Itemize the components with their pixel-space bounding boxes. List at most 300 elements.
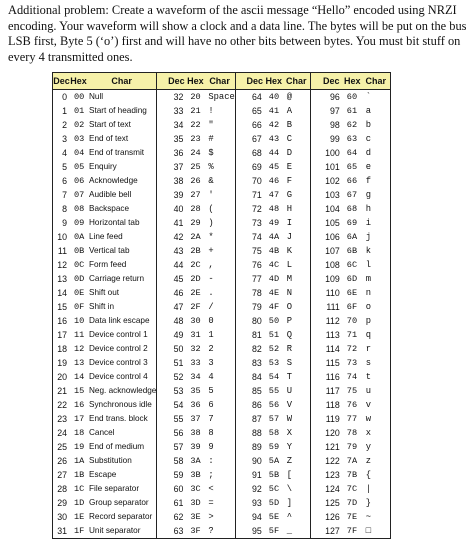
cell-hex: 3F — [190, 526, 201, 536]
cell-char: q — [365, 330, 372, 340]
cell-dec: 84 — [251, 372, 262, 382]
group-gap — [310, 370, 320, 384]
group-gap — [157, 160, 167, 174]
cell-hex: 22 — [190, 120, 201, 130]
cell-dec: 110 — [325, 288, 340, 298]
cell-char: O — [286, 302, 293, 312]
cell-char: % — [208, 162, 214, 172]
group-gap — [235, 132, 245, 146]
group-gap — [235, 286, 245, 300]
cell-hex: 10 — [74, 316, 85, 326]
cell-char: K — [286, 246, 293, 256]
cell-hex: 4B — [268, 246, 280, 256]
cell-char: Unit separator — [89, 526, 141, 535]
cell-char: " — [208, 120, 214, 130]
group-gap — [310, 132, 320, 146]
cell-dec: 103 — [325, 190, 340, 200]
cell-hex: 59 — [268, 442, 280, 452]
cell-hex: 32 — [190, 344, 201, 354]
cell-hex: 3C — [190, 484, 201, 494]
cell-dec: 13 — [57, 274, 67, 284]
cell-dec: 27 — [57, 470, 67, 480]
cell-char: End trans. block — [89, 414, 148, 423]
cell-hex: 0C — [74, 260, 85, 270]
group-gap — [157, 328, 167, 342]
group-gap — [310, 384, 320, 398]
cell-hex: 27 — [190, 190, 201, 200]
cell-hex: 13 — [74, 358, 85, 368]
group-gap — [157, 230, 167, 244]
group-gap — [157, 174, 167, 188]
cell-char: @ — [286, 92, 293, 102]
group-gap — [235, 496, 245, 510]
cell-dec: 66 — [251, 120, 262, 130]
cell-hex: 3B — [190, 470, 201, 480]
cell-dec: 124 — [325, 484, 340, 494]
cell-char: End of transmit — [89, 148, 145, 157]
cell-hex: 71 — [346, 330, 358, 340]
group-gap — [310, 258, 320, 272]
cell-dec: 5 — [62, 162, 67, 172]
cell-char: h — [365, 204, 372, 214]
group-gap — [310, 300, 320, 314]
header-char-1: Char — [87, 73, 157, 90]
cell-dec: 29 — [57, 498, 67, 508]
cell-hex: 7C — [346, 484, 358, 494]
table-row — [53, 440, 391, 454]
cell-char: ? — [208, 526, 214, 536]
cell-dec: 62 — [173, 512, 184, 522]
cell-char: S — [286, 358, 293, 368]
cell-dec: 111 — [326, 302, 340, 312]
cell-char: t — [365, 372, 372, 382]
cell-hex: 56 — [268, 400, 280, 410]
table-row — [53, 160, 391, 174]
cell-dec: 100 — [325, 148, 340, 158]
table-row — [53, 174, 391, 188]
cell-hex: 30 — [190, 316, 201, 326]
group-gap — [157, 258, 167, 272]
header-hex-2: Hex — [186, 73, 204, 90]
cell-char: $ — [208, 148, 214, 158]
header-hex-1: Hex — [70, 73, 87, 90]
cell-hex: 47 — [268, 190, 280, 200]
group-gap — [235, 510, 245, 524]
cell-hex: 3E — [190, 512, 201, 522]
problem-statement: Additional problem: Create a waveform of the ascii message “Hello” encoded using NRZI encoding. Your waveform will show a clock and a data line. The bytes will be put on the bus LSB first, Byte 5 (‘o’) first and will have no other bits between bytes. You must bit stuff on every 4 transmitted ones. — [8, 3, 467, 64]
group-gap — [157, 272, 167, 286]
header-dec-3: Dec — [245, 73, 265, 90]
cell-dec: 56 — [173, 428, 184, 438]
group-gap — [310, 524, 320, 539]
cell-dec: 95 — [251, 526, 262, 536]
group-gap — [157, 468, 167, 482]
cell-dec: 30 — [57, 512, 67, 522]
cell-char: Device control 3 — [89, 358, 148, 367]
cell-char: s — [365, 358, 372, 368]
cell-char: { — [365, 470, 372, 480]
cell-dec: 34 — [173, 120, 184, 130]
cell-hex: 07 — [74, 190, 85, 200]
cell-dec: 90 — [251, 456, 262, 466]
cell-dec: 108 — [325, 260, 340, 270]
cell-char: Synchronous idle — [89, 400, 152, 409]
group-gap — [235, 244, 245, 258]
cell-dec: 60 — [173, 484, 184, 494]
cell-char: [ — [286, 470, 293, 480]
ascii-table — [52, 72, 391, 539]
cell-dec: 47 — [173, 302, 184, 312]
cell-dec: 48 — [173, 316, 184, 326]
group-gap — [235, 454, 245, 468]
cell-dec: 53 — [173, 386, 184, 396]
cell-char: _ — [286, 526, 293, 536]
cell-dec: 76 — [251, 260, 262, 270]
cell-char: < — [208, 484, 214, 494]
cell-dec: 46 — [173, 288, 184, 298]
cell-hex: 01 — [74, 106, 85, 116]
cell-dec: 64 — [251, 92, 262, 102]
table-row — [53, 398, 391, 412]
cell-char: J — [286, 232, 293, 242]
group-gap — [310, 510, 320, 524]
cell-dec: 118 — [325, 400, 340, 410]
group-gap — [310, 90, 320, 105]
cell-char: R — [286, 344, 293, 354]
cell-hex: 6A — [346, 232, 358, 242]
cell-char: Carriage return — [89, 274, 145, 283]
group-gap — [157, 146, 167, 160]
cell-hex: 63 — [346, 134, 358, 144]
cell-dec: 6 — [62, 176, 67, 186]
cell-char: 3 — [208, 358, 214, 368]
cell-dec: 121 — [325, 442, 340, 452]
cell-char: r — [365, 344, 372, 354]
cell-dec: 72 — [251, 204, 262, 214]
cell-char: File separator — [89, 484, 140, 493]
group-gap — [235, 524, 245, 539]
cell-dec: 32 — [173, 92, 184, 102]
cell-hex: 5D — [268, 498, 280, 508]
cell-dec: 79 — [251, 302, 262, 312]
cell-char: V — [286, 400, 293, 410]
table-row — [53, 356, 391, 370]
cell-hex: 4C — [268, 260, 280, 270]
cell-hex: 77 — [346, 414, 358, 424]
cell-dec: 44 — [173, 260, 184, 270]
cell-char: U — [286, 386, 293, 396]
cell-hex: 50 — [268, 316, 280, 326]
cell-char: c — [365, 134, 372, 144]
group-gap — [310, 412, 320, 426]
cell-dec: 75 — [251, 246, 262, 256]
cell-dec: 3 — [62, 134, 67, 144]
group-gap — [235, 314, 245, 328]
group-gap — [235, 426, 245, 440]
cell-hex: 04 — [74, 148, 85, 158]
cell-char: & — [208, 176, 214, 186]
cell-char: b — [365, 120, 372, 130]
group-gap — [157, 202, 167, 216]
cell-char: B — [286, 120, 293, 130]
table-row — [53, 524, 391, 539]
group-gap — [235, 160, 245, 174]
cell-dec: 78 — [251, 288, 262, 298]
cell-char: Y — [286, 442, 293, 452]
cell-hex: 67 — [346, 190, 358, 200]
cell-dec: 125 — [325, 498, 340, 508]
cell-char: Escape — [89, 470, 117, 479]
cell-hex: 4A — [268, 232, 280, 242]
cell-dec: 14 — [57, 288, 67, 298]
group-gap — [310, 146, 320, 160]
cell-hex: 52 — [268, 344, 280, 354]
cell-hex: 1A — [74, 456, 85, 466]
group-gap — [310, 426, 320, 440]
cell-hex: 66 — [346, 176, 358, 186]
cell-dec: 9 — [62, 218, 67, 228]
cell-hex: 58 — [268, 428, 280, 438]
cell-hex: 38 — [190, 428, 201, 438]
cell-char: 5 — [208, 386, 214, 396]
cell-hex: 05 — [74, 162, 85, 172]
cell-char: # — [208, 134, 214, 144]
cell-char: - — [208, 274, 214, 284]
ascii-table-body — [53, 90, 391, 539]
cell-hex: 75 — [346, 386, 358, 396]
cell-dec: 8 — [62, 204, 67, 214]
cell-hex: 33 — [190, 358, 201, 368]
group-gap — [157, 342, 167, 356]
group-gap — [157, 440, 167, 454]
cell-hex: 17 — [74, 414, 85, 424]
cell-hex: 54 — [268, 372, 280, 382]
cell-hex: 25 — [190, 162, 201, 172]
cell-hex: 4D — [268, 274, 280, 284]
cell-hex: 23 — [190, 134, 201, 144]
cell-char: W — [286, 414, 293, 424]
header-dec-1: Dec — [53, 73, 71, 90]
cell-dec: 36 — [173, 148, 184, 158]
group-gap — [235, 118, 245, 132]
cell-dec: 70 — [251, 176, 262, 186]
cell-dec: 77 — [251, 274, 262, 284]
cell-char: ) — [208, 218, 214, 228]
cell-char: 8 — [208, 428, 214, 438]
cell-dec: 51 — [173, 358, 184, 368]
cell-char: □ — [365, 526, 372, 536]
cell-hex: 61 — [346, 106, 358, 116]
cell-hex: 37 — [190, 414, 201, 424]
cell-dec: 49 — [173, 330, 184, 340]
cell-hex: 0F — [74, 302, 85, 312]
cell-hex: 44 — [268, 148, 280, 158]
cell-dec: 81 — [251, 330, 262, 340]
cell-char: , — [208, 260, 214, 270]
cell-char: M — [286, 274, 293, 284]
cell-dec: 43 — [173, 246, 184, 256]
cell-hex: 5A — [268, 456, 280, 466]
cell-char: Start of text — [89, 120, 131, 129]
table-row — [53, 426, 391, 440]
group-gap — [310, 73, 320, 90]
cell-dec: 40 — [173, 204, 184, 214]
cell-dec: 4 — [62, 148, 67, 158]
cell-hex: 6F — [346, 302, 358, 312]
table-row — [53, 286, 391, 300]
cell-char: m — [365, 274, 372, 284]
table-row — [53, 342, 391, 356]
cell-hex: 35 — [190, 386, 201, 396]
group-gap — [310, 342, 320, 356]
group-gap — [235, 370, 245, 384]
cell-dec: 119 — [325, 414, 340, 424]
cell-char: Line feed — [89, 232, 123, 241]
cell-char: Horizontal tab — [89, 218, 140, 227]
group-gap — [235, 356, 245, 370]
group-gap — [310, 482, 320, 496]
cell-hex: 73 — [346, 358, 358, 368]
cell-hex: 62 — [346, 120, 358, 130]
cell-char: 6 — [208, 400, 214, 410]
group-gap — [310, 440, 320, 454]
cell-hex: 60 — [346, 92, 358, 102]
cell-char: Data link escape — [89, 316, 150, 325]
cell-hex: 7E — [346, 512, 358, 522]
group-gap — [310, 160, 320, 174]
cell-char: Record separator — [89, 512, 153, 521]
group-gap — [235, 188, 245, 202]
cell-hex: 2D — [190, 274, 201, 284]
cell-char: k — [365, 246, 372, 256]
table-row — [53, 314, 391, 328]
group-gap — [235, 202, 245, 216]
cell-char: 2 — [208, 344, 214, 354]
group-gap — [157, 398, 167, 412]
cell-char: Device control 1 — [89, 330, 148, 339]
group-gap — [235, 104, 245, 118]
group-gap — [157, 118, 167, 132]
cell-char: End of text — [89, 134, 129, 143]
cell-hex: 64 — [346, 148, 358, 158]
cell-dec: 117 — [325, 386, 340, 396]
cell-char: G — [286, 190, 293, 200]
group-gap — [310, 356, 320, 370]
group-gap — [157, 496, 167, 510]
cell-dec: 55 — [173, 414, 184, 424]
table-row — [53, 496, 391, 510]
cell-dec: 45 — [173, 274, 184, 284]
cell-char: x — [365, 428, 372, 438]
cell-char: d — [365, 148, 372, 158]
group-gap — [310, 118, 320, 132]
cell-dec: 92 — [251, 484, 262, 494]
table-row — [53, 272, 391, 286]
cell-hex: 09 — [74, 218, 85, 228]
header-hex-3: Hex — [265, 73, 283, 90]
group-gap — [235, 216, 245, 230]
cell-hex: 0D — [74, 274, 85, 284]
cell-dec: 71 — [251, 190, 262, 200]
cell-hex: 65 — [346, 162, 358, 172]
cell-hex: 5C — [268, 484, 280, 494]
table-row — [53, 412, 391, 426]
cell-char: + — [208, 246, 214, 256]
group-gap — [310, 104, 320, 118]
cell-hex: 46 — [268, 176, 280, 186]
cell-hex: 0A — [74, 232, 85, 242]
cell-hex: 2F — [190, 302, 201, 312]
cell-hex: 00 — [74, 92, 85, 102]
cell-dec: 28 — [57, 484, 67, 494]
cell-hex: 39 — [190, 442, 201, 452]
cell-dec: 24 — [57, 428, 67, 438]
group-gap — [235, 174, 245, 188]
cell-char: . — [208, 288, 214, 298]
cell-dec: 65 — [251, 106, 262, 116]
cell-char: Null — [89, 92, 104, 101]
cell-hex: 6E — [346, 288, 358, 298]
cell-char: ! — [208, 106, 214, 116]
cell-hex: 7F — [346, 526, 358, 536]
group-gap — [235, 440, 245, 454]
cell-char: } — [365, 498, 372, 508]
group-gap — [157, 510, 167, 524]
group-gap — [310, 216, 320, 230]
cell-hex: 16 — [74, 400, 85, 410]
cell-hex: 48 — [268, 204, 280, 214]
group-gap — [157, 412, 167, 426]
table-row — [53, 104, 391, 118]
cell-char: p — [365, 316, 372, 326]
header-char-2: Char — [204, 73, 235, 90]
group-gap — [235, 328, 245, 342]
cell-hex: 7B — [346, 470, 358, 480]
cell-hex: 45 — [268, 162, 280, 172]
cell-dec: 80 — [251, 316, 262, 326]
table-row — [53, 118, 391, 132]
cell-hex: 6C — [346, 260, 358, 270]
table-row — [53, 216, 391, 230]
cell-hex: 1F — [74, 526, 85, 536]
table-row — [53, 230, 391, 244]
cell-dec: 57 — [173, 442, 184, 452]
cell-hex: 76 — [346, 400, 358, 410]
header-dec-2: Dec — [166, 73, 186, 90]
cell-hex: 19 — [74, 442, 85, 452]
cell-hex: 57 — [268, 414, 280, 424]
cell-dec: 82 — [251, 344, 262, 354]
cell-dec: 122 — [325, 456, 340, 466]
group-gap — [235, 300, 245, 314]
group-gap — [157, 104, 167, 118]
group-gap — [235, 272, 245, 286]
cell-hex: 43 — [268, 134, 280, 144]
group-gap — [235, 482, 245, 496]
cell-dec: 106 — [325, 232, 340, 242]
cell-char: N — [286, 288, 293, 298]
cell-hex: 36 — [190, 400, 201, 410]
group-gap — [310, 202, 320, 216]
cell-dec: 33 — [173, 106, 184, 116]
group-gap — [310, 496, 320, 510]
cell-dec: 42 — [173, 232, 184, 242]
cell-char: > — [208, 512, 214, 522]
cell-hex: 3D — [190, 498, 201, 508]
cell-dec: 96 — [329, 92, 340, 102]
cell-hex: 51 — [268, 330, 280, 340]
cell-dec: 2 — [62, 120, 67, 130]
